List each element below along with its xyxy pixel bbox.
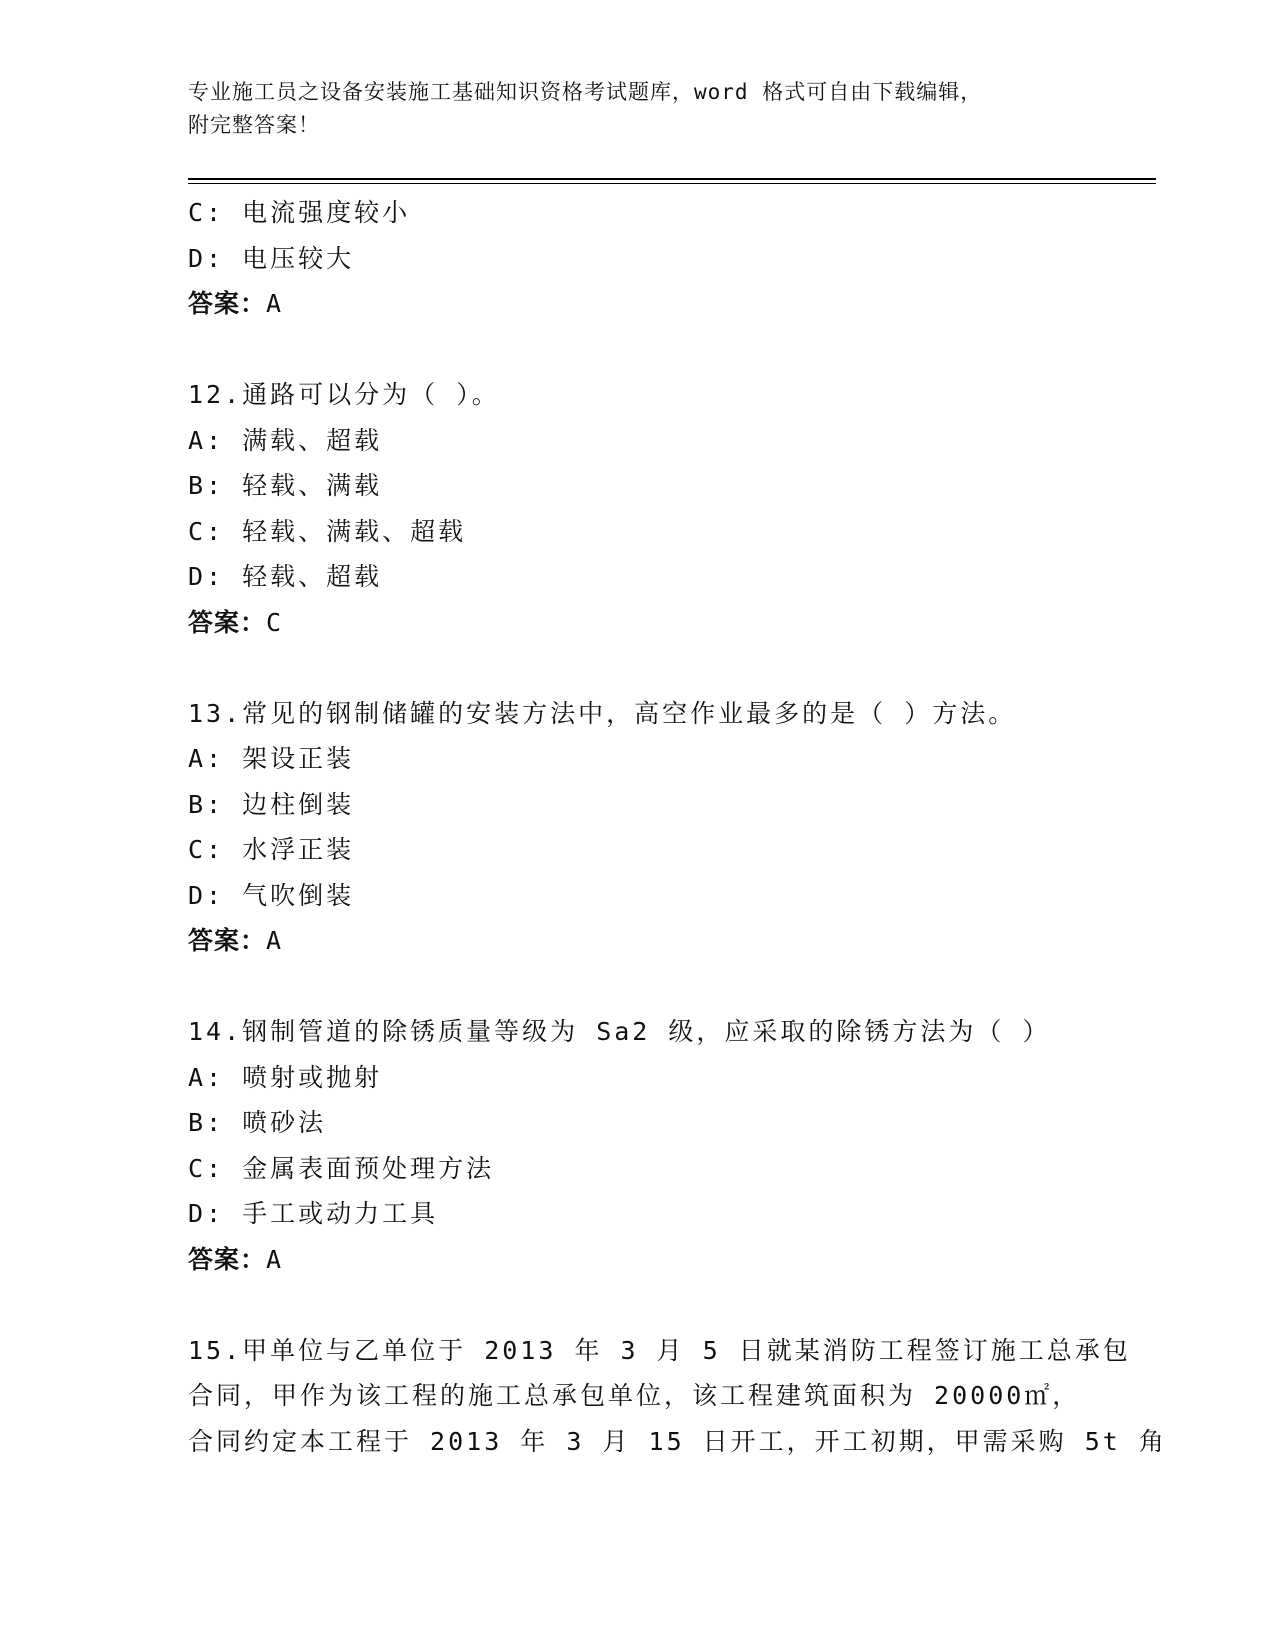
answer-value: A (266, 926, 283, 955)
answer-label: 答案： (188, 926, 267, 955)
option-c: C: 电流强度较小 (188, 198, 411, 227)
question-stem: 13.常见的钢制储罐的安装方法中，高空作业最多的是（ ）方法。 (188, 698, 1017, 728)
question-13 (188, 691, 1118, 964)
option-d: D: 轻载、超载 (188, 562, 383, 591)
header-line-2: 附完整答案！ (188, 113, 320, 137)
option-c: C: 水浮正装 (188, 835, 355, 864)
option-b: B: 喷砂法 (188, 1108, 327, 1137)
question-text-line-2: 合同，甲作为该工程的施工总承包单位，该工程建筑面积为 20000㎡， (188, 1381, 1081, 1410)
header-divider-thin (188, 183, 1156, 184)
spacer (188, 1282, 1118, 1328)
question-content (188, 190, 1167, 1464)
option-a: A: 满载、超载 (188, 425, 383, 455)
answer-label: 答案： (188, 289, 267, 318)
answer-line (188, 1237, 1118, 1283)
option-d: D: 手工或动力工具 (188, 1199, 439, 1228)
spacer (188, 327, 1118, 373)
question-text-line-1: 15.甲单位与乙单位于 2013 年 3 月 5 日就某消防工程签订施工总承包 (188, 1335, 1131, 1365)
question-text-line-3: 合同约定本工程于 2013 年 3 月 15 日开工，开工初期，甲需采购 5t 角 (188, 1426, 1167, 1456)
question-15 (188, 1328, 1167, 1465)
question-12 (188, 372, 1118, 645)
question-11-tail (188, 190, 1118, 327)
question-14 (188, 1009, 1118, 1282)
answer-label: 答案： (188, 607, 267, 637)
option-a: A: 喷射或抛射 (188, 1062, 383, 1092)
header-divider-thick (188, 178, 1156, 180)
spacer (188, 645, 1118, 691)
option-a: A: 架设正装 (188, 744, 355, 773)
option-d: D: 电压较大 (188, 243, 355, 273)
question-stem: 12.通路可以分为（ ）。 (188, 380, 500, 409)
answer-line (188, 281, 1118, 327)
answer-label: 答案： (188, 1244, 267, 1274)
header-line-1: 专业施工员之设备安装施工基础知识资格考试题库，word 格式可自由下载编辑， (188, 80, 983, 104)
answer-line (188, 918, 1118, 964)
answer-value: C (266, 607, 283, 637)
option-d: D: 气吹倒装 (188, 880, 355, 910)
option-b: B: 轻载、满载 (188, 471, 383, 500)
answer-value: A (266, 1244, 283, 1274)
option-b: B: 边柱倒装 (188, 789, 355, 819)
document-header (188, 76, 1088, 142)
answer-value: A (266, 289, 283, 318)
answer-line (188, 600, 1118, 646)
spacer (188, 964, 1118, 1010)
question-stem: 14.钢制管道的除锈质量等级为 Sa2 级，应采取的除锈方法为（ ） (188, 1017, 1051, 1046)
option-c: C: 金属表面预处理方法 (188, 1153, 495, 1183)
option-c: C: 轻载、满载、超载 (188, 516, 467, 546)
